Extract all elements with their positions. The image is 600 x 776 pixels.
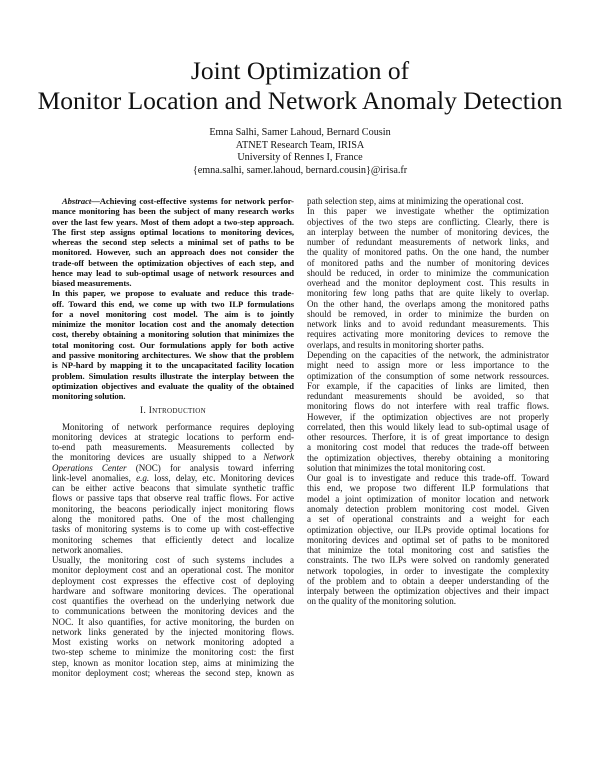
abstract bbox=[52, 196, 294, 401]
abstract-line: In this paper, we propose to evaluate and reduce this trade- bbox=[52, 288, 294, 299]
body-line: monitoring devices and optimal set of paths to be monitored bbox=[307, 534, 549, 545]
body-line: monitoring devices at strategic locations to perform end- bbox=[52, 431, 294, 442]
body-line: optimization objective, our ILPs provide optimal locations for bbox=[307, 524, 549, 535]
author-names: Emna Salhi, Samer Lahoud, Bernard Cousin bbox=[209, 127, 391, 138]
left-column bbox=[52, 196, 294, 678]
body-line: Our goal is to investigate and reduce this trade-off. Toward bbox=[307, 473, 549, 484]
body-line: a set of operational constraints and a weight for each bbox=[307, 514, 549, 525]
body-line: model a joint optimization of monitor location and network bbox=[307, 493, 549, 504]
body-line: network anomalies. bbox=[52, 544, 123, 555]
abstract-line: over the last few years. Most of them adopt a two-step approach. bbox=[52, 216, 294, 227]
body-line: this end, we propose two different ILP formulations that bbox=[307, 483, 549, 494]
body-line: tasks of monitoring systems is to come up with cost-effective bbox=[52, 524, 294, 535]
body-line: Most existing works on network monitoring adopted a bbox=[52, 637, 294, 648]
abstract-line: optimization objectives and evaluate the quality of the obtained bbox=[52, 380, 294, 391]
body-line: should be reduced, in order to minimize the communication bbox=[307, 267, 549, 278]
body-line: two-step scheme to minimize the monitoring cost: the first bbox=[52, 647, 294, 658]
body-line: requires activating more monitoring devices to remove the bbox=[307, 329, 549, 340]
abstract-line: mance monitoring has been the subject of many research works bbox=[52, 206, 294, 217]
section-heading-introduction bbox=[52, 406, 294, 416]
abstract-line: The first step assigns optimal locations to monitoring devices, bbox=[52, 226, 294, 237]
body-line: Usually, the monitoring cost of such systems includes a bbox=[52, 555, 294, 566]
body-line: number of redundant measurements of network links, and bbox=[307, 237, 549, 248]
body-line: flows or passive taps that observe real traffic flows. For active bbox=[52, 493, 294, 504]
italic-term: Operations Center bbox=[52, 462, 127, 473]
body-line: to-end path measurements. Measurements collected by bbox=[52, 442, 294, 453]
abstract-line: cost, thereby obtaining a monitoring solution that minimizes the bbox=[52, 329, 294, 340]
body-line: other resources. Therfore, it is of great importance to design bbox=[307, 432, 549, 443]
body-line: monitoring flows do not interfere with real traffic flows. bbox=[307, 401, 549, 412]
body-line: monitor deployment cost; whereas the second step, known as bbox=[52, 667, 294, 678]
abstract-line: off. Toward this end, we come up with two ILP formulations bbox=[52, 298, 294, 309]
abstract-line: monitoring solution. bbox=[52, 391, 126, 402]
italic-abbrev: e.g. bbox=[136, 472, 150, 483]
body-line: of monitored paths and the number of monitoring devices bbox=[307, 257, 549, 268]
body-line: network links generated by the injected monitoring flows. bbox=[52, 626, 294, 637]
body-line bbox=[52, 463, 294, 473]
body-line: hardware and software monitoring devices. The operational bbox=[52, 585, 294, 596]
abstract-dash: — bbox=[91, 196, 100, 206]
body-line: path selection step, aims at minimizing the operational cost. bbox=[307, 196, 524, 206]
abstract-line: problem. Simulation results illustrate the interplay between the bbox=[52, 370, 294, 381]
body-line: monitoring few long paths that are quite likely to overlap. bbox=[307, 288, 549, 299]
body-line: the quality of monitored paths. On the one hand, the number bbox=[307, 247, 549, 258]
author-block bbox=[0, 127, 600, 177]
section-number: I. bbox=[140, 406, 147, 417]
body-line: that minimize the total monitoring cost and satisfies the bbox=[307, 545, 549, 556]
abstract-line: hence may lead to sub-optimal usage of network resources and bbox=[52, 267, 294, 278]
body-line: along the monitored paths. One of the most challenging bbox=[52, 513, 294, 524]
author-affiliation: ATNET Research Team, IRISA bbox=[235, 139, 365, 151]
author-university: University of Rennes I, France bbox=[237, 152, 363, 164]
body-line: Monitoring of network performance requires deploying bbox=[62, 421, 294, 432]
body-line: cost quantifies the overhead on the underlying network due bbox=[52, 596, 294, 607]
body-text: loss, delay, etc. Monitoring devices bbox=[149, 472, 294, 483]
abstract-line: minimize the monitor location cost and the anomaly detection bbox=[52, 319, 294, 330]
body-line: the optimization objectives, thereby obtaining a monitoring bbox=[307, 452, 549, 463]
body-line: monitor deployment cost and an operational cost. The monitor bbox=[52, 565, 294, 576]
abstract-line: whereas the second step selects a minimal set of paths to be bbox=[52, 237, 294, 248]
body-line: might need to assign more or less importance to the bbox=[307, 360, 549, 371]
abstract-label: Abstract bbox=[62, 196, 92, 206]
abstract-line: is NP-hard by mapping it to the uncapacitated facility location bbox=[52, 360, 294, 371]
body-line: Depending on the capacities of the network, the administrator bbox=[307, 349, 549, 360]
body-line: network links and to avoid redundant measurements. This bbox=[307, 319, 549, 330]
body-line: can be either active beacons that simulate synthetic traffic bbox=[52, 483, 294, 494]
body-line: On the other hand, the overlaps among the monitored paths bbox=[307, 298, 549, 309]
body-line: NOC. It also quantifies, for active monitoring, the burden on bbox=[52, 616, 294, 627]
introduction-left-text bbox=[52, 422, 294, 679]
abstract-line bbox=[52, 196, 294, 206]
body-line: on the quality of the monitoring solution. bbox=[307, 596, 457, 607]
body-text: the monitoring devices are usually shipped to a bbox=[52, 452, 264, 463]
body-line: step, known as monitor location step, aims at minimizing the bbox=[52, 657, 294, 668]
body-line: optimization of the consumption of some network ressources. bbox=[307, 370, 549, 381]
italic-term: Network bbox=[263, 452, 294, 463]
title-line-1: Joint Optimization of bbox=[190, 56, 410, 85]
abstract-line: monitored. However, such an approach does not consider the bbox=[52, 247, 294, 258]
abstract-line: total monitoring cost. Our formulations apply for both active bbox=[52, 339, 294, 350]
body-line: redundant measurements should be avoided, so that bbox=[307, 391, 549, 402]
body-line: network topologies, in order to investigate the complexity bbox=[307, 565, 549, 576]
body-line: interpaly between the optimization objectives and their impact bbox=[307, 586, 549, 597]
abstract-line: for a novel monitoring cost model. The aim is to jointly bbox=[52, 308, 294, 319]
body-line: However, if the optimization objectives are not properly bbox=[307, 411, 549, 422]
body-line: constraints. The two ILPs were solved on randomly generated bbox=[307, 555, 549, 566]
right-column bbox=[307, 196, 549, 607]
body-line: monitoring, the beacons periodically inject monitoring flows bbox=[52, 503, 294, 514]
body-line: an interplay between the number of monitoring devices, the bbox=[307, 226, 549, 237]
body-line: overhead and the monitor deployment cost. This results in bbox=[307, 278, 549, 289]
section-title: Introduction bbox=[148, 406, 206, 417]
title-line-2: Monitor Location and Network Anomaly Detection bbox=[37, 86, 563, 115]
abstract-text: Achieving cost-effective systems for network perfor- bbox=[99, 196, 294, 206]
body-line: a monitoring cost model that reduces the trade-off between bbox=[307, 442, 549, 453]
abstract-line: and passive monitoring architectures. We show that the problem bbox=[52, 349, 294, 360]
body-line bbox=[52, 452, 294, 462]
author-emails: {emna.salhi, samer.lahoud, bernard.cousin}@irisa.fr bbox=[192, 164, 408, 176]
body-text: link-level anomalies, bbox=[52, 472, 137, 483]
body-line: monitoring schemes that efficiently detect and localize bbox=[52, 534, 294, 545]
abstract-line: biased measurements. bbox=[52, 278, 132, 289]
body-line bbox=[52, 473, 294, 483]
body-line: to communications between the monitoring devices and the bbox=[52, 606, 294, 617]
paper-title bbox=[0, 56, 600, 116]
body-line: correlated, then this would likely lead to sub-optimal usage of bbox=[307, 421, 549, 432]
body-line: deployment cost expresses the effective cost of deploying bbox=[52, 575, 294, 586]
body-line: of the problem and to obtain a deeper understanding of the bbox=[307, 575, 549, 586]
body-line: should be removed, in order to minimize the burden on bbox=[307, 308, 549, 319]
body-text: (NOC) for analysis toward inferring bbox=[126, 462, 294, 473]
body-line: objectives of the two steps are conflicting. Clearly, there is bbox=[307, 216, 549, 227]
body-line: anomaly detection problem monitoring cost model. Given bbox=[307, 503, 549, 514]
body-line: In this paper we investigate whether the optimization bbox=[307, 206, 549, 217]
abstract-line: trade-off between the optimization objectives of each step, and bbox=[52, 257, 294, 268]
body-line: solution that minimizes the total monitoring cost. bbox=[307, 462, 486, 473]
body-line: overlaps, and results in monitoring shorter paths. bbox=[307, 339, 484, 350]
body-line: For example, if the capacities of links are limited, then bbox=[307, 380, 549, 391]
